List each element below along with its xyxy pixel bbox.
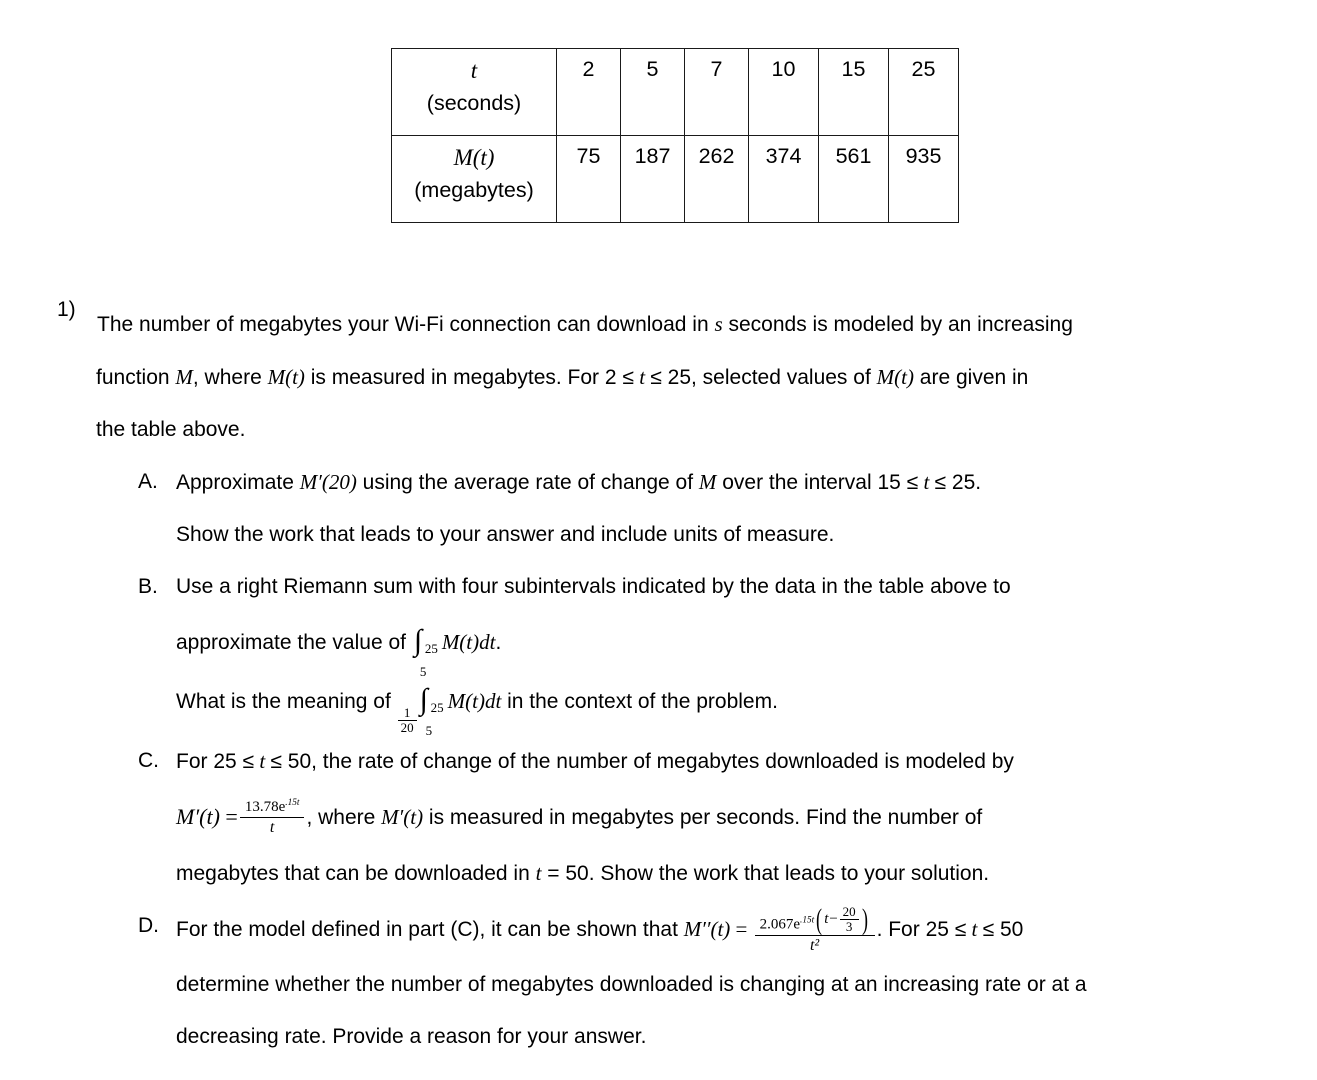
part-a-line-2: Show the work that leads to your answer and include units of measure. [176,523,835,546]
question-body [0,298,1317,1063]
pc-le-2: ≤ [270,749,282,773]
row-label-m-unit: (megabytes) [414,178,534,202]
table-cell-t-5: 25 [889,49,959,136]
pc-rest-a: , where [306,805,382,829]
stem-continuation [0,351,1317,456]
part-b-line-3 [176,672,1317,738]
inner-fraction-numerator: 20 [842,904,856,920]
stem2-var-m: M [175,365,193,389]
part-d-line-3: decreasing rate. Provide a reason for your answer. [176,1024,647,1048]
part-d-letter: D. [138,913,159,937]
pc3-a: megabytes that can be downloaded in [176,861,536,885]
pa-mprime20: M′(20) [299,470,357,494]
stem-text-c: seconds is modeled by an increasing [722,313,1073,336]
integral-lower-limit: 5 [425,722,433,738]
inner-fraction-denominator: 3 [840,919,859,934]
inner-fraction-20-3 [840,905,859,934]
pa-i: 25. [946,471,982,494]
pc3-c: = 50. Show the work that leads to your solution. [541,861,990,885]
stem2-mt: M(t) [267,365,305,389]
pc-a: For 25 [176,749,243,773]
pd-le-1: ≤ [954,917,967,941]
mprime-coeff: 13.78e [244,799,286,816]
question-number: 1) [57,298,76,321]
row-label-t [392,49,557,136]
mprime-fraction [240,799,305,837]
mprime-exponent: .15t [285,798,300,809]
pa-e: over the interval 15 [716,471,907,494]
part-b-line-2 [176,613,1317,679]
integral-glyph: ∫ [419,682,428,716]
pd-exponent: .15t [800,916,815,927]
stem-line-2 [96,351,1317,404]
stem2-var-t1: t [633,365,651,389]
stem2-mt2: M(t) [876,365,914,389]
pa-var-t: t [918,470,935,494]
pc3-var-t: t [535,860,542,885]
fraction-one-twentieth [398,706,417,735]
table-cell-m-2: 262 [685,136,749,223]
pb3-c: in the context of the problem. [501,690,778,713]
pc-mprime-2: M′(t) [381,804,424,829]
pd-le-2: ≤ [982,917,995,941]
stem-line-3: the table above. [96,418,246,441]
part-c-continuation [0,788,1317,900]
pd-c: . For 25 [876,917,955,941]
table-cell-m-3: 374 [749,136,819,223]
part-b [0,561,1317,613]
pa-var-m: M [698,470,717,494]
pd-mdoubleprime: M′′(t) [683,916,731,941]
data-table-container [391,48,959,223]
stem2-le-1: ≤ [622,366,634,389]
part-a [0,456,1317,509]
part-d-body [176,900,1317,959]
mprime-denominator: t [240,817,305,837]
part-a-body [176,456,1317,509]
part-d-continuation [0,959,1317,1063]
stem2-le-2: ≤ [650,366,662,389]
table-cell-t-4: 15 [819,49,889,136]
table-cell-m-5: 935 [889,136,959,223]
stem2-i: 25, selected values of [661,366,877,389]
pa-a: Approximate [176,471,300,494]
stem2-k: are given in [913,366,1029,389]
table-cell-t-3: 10 [749,49,819,136]
values-table [391,48,959,223]
pd-g: 50 [994,917,1024,941]
part-b-letter: B. [138,575,158,598]
part-c-line-3 [176,847,1317,900]
stem2-a: function [96,366,176,389]
question-1 [0,298,1317,351]
row-label-t-symbol: t [470,58,478,83]
row-label-m-symbol: M(t) [453,145,495,170]
part-c-line-1 [176,735,1317,788]
part-b-continuation [0,613,1317,738]
pd-var-t: t [966,916,983,941]
integral-lower-limit: 5 [419,663,427,679]
stem2-e: is measured in megabytes. For 2 [304,366,623,389]
part-b-body [176,561,1317,613]
pc-le-1: ≤ [242,749,255,773]
pa-c: using the average rate of change of [356,471,699,494]
row-label-t-unit: (seconds) [426,91,522,115]
fraction-numerator: 1 [403,704,411,720]
table-cell-t-2: 7 [685,49,749,136]
pd-a: For the model defined in part (C), it can be shown that [176,917,684,941]
part-b-line-1: Use a right Riemann sum with four subintervals indicated by the data in the table above to [176,575,1011,598]
stem-text-a: The number of megabytes your Wi-Fi connection can download in [97,313,715,336]
integral-upper-limit: 25 [430,699,444,715]
pb3-integrand: M(t)dt [447,689,502,713]
stem-line-1 [97,298,1255,351]
part-c-body [176,735,1317,788]
table-cell-m-1: 187 [621,136,685,223]
stem-var-s: s [714,312,723,336]
part-c-line-2 [176,788,1317,847]
mdoubleprime-denominator: t² [755,935,875,955]
part-a-continuation [0,509,1317,561]
pc-var-t: t [254,748,271,773]
integral-symbol-b2 [412,623,442,679]
part-c-letter: C. [138,748,159,772]
pd-paren-var: t− [824,911,839,928]
pc-equals: = [225,803,238,829]
table-cell-m-0: 75 [557,136,621,223]
stem2-c: , where [192,366,268,389]
fraction-denominator: 20 [398,720,417,735]
pb-a: approximate the value of [176,631,412,654]
integral-upper-limit: 25 [424,640,438,656]
table-cell-t-0: 2 [557,49,621,136]
pc-e: 50, the rate of change of the number of megabytes downloaded is modeled by [281,749,1014,773]
table-row-t [392,49,959,136]
pc-rest-c: is measured in megabytes per seconds. Find the number of [423,805,983,829]
part-a-line-1 [176,456,1317,509]
mdoubleprime-numerator [755,905,875,935]
pc-mprime-lhs: M′(t) [176,803,220,829]
pb-period: . [495,631,502,654]
pa-le-1: ≤ [906,471,919,494]
part-d-line-2: determine whether the number of megabytes downloaded is changing at an increasing rate or at a [176,972,1087,996]
pd-equals: = [730,916,753,941]
paren-open: ( [816,903,823,937]
table-row-m [392,136,959,223]
table-cell-m-4: 561 [819,136,889,223]
pa-le-2: ≤ [934,471,947,494]
mdoubleprime-fraction [755,905,875,955]
integral-symbol-b3 [418,682,448,738]
integral-glyph: ∫ [413,623,423,657]
pd-paren-group [814,903,869,937]
part-a-letter: A. [138,470,158,493]
part-d [0,900,1317,959]
pb3-a: What is the meaning of [176,690,397,713]
row-label-m [392,136,557,223]
mprime-numerator [240,799,305,817]
part-c [0,735,1317,788]
table-cell-t-1: 5 [621,49,685,136]
part-d-line-1 [176,900,1317,959]
pb-integrand: M(t)dt [441,630,496,654]
pd-coeff: 2.067e [759,917,801,934]
question-stem [97,298,1317,351]
paren-close: ) [861,903,868,937]
